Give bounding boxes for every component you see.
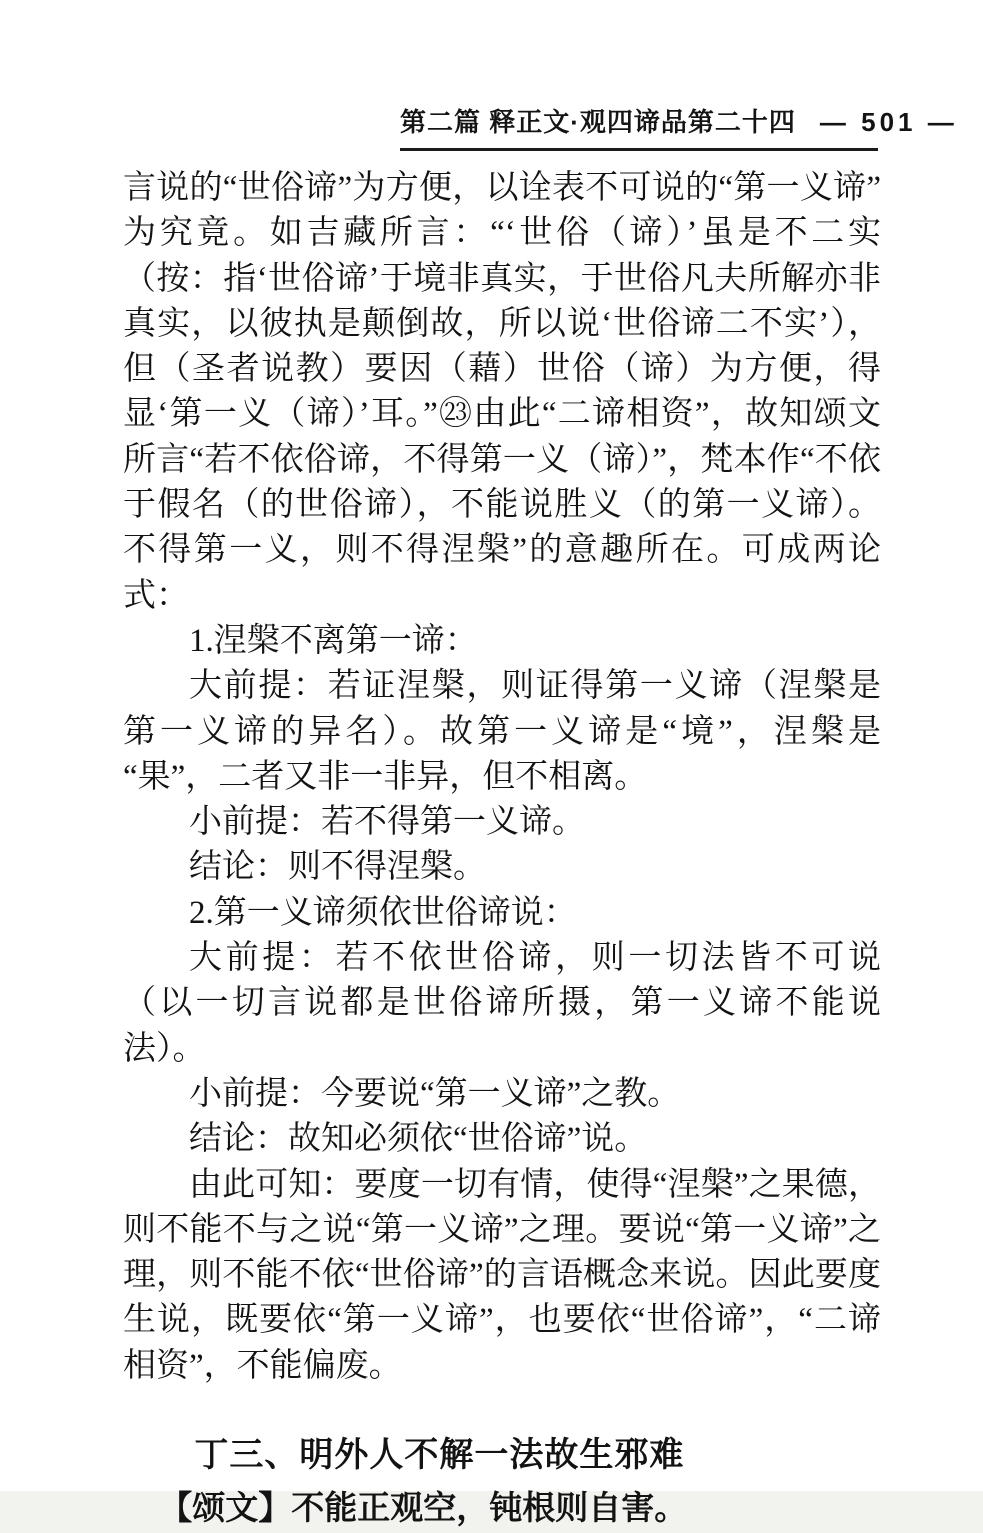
paragraph: 言说的“世俗谛”为方便，以诠表不可说的“第一义谛”为究竟。如吉藏所言：“‘世俗（谛）’虽是不二实（按：指‘世俗谛’于境非真实，于世俗凡夫所解亦非真实，以彼执是颠倒故，所以说‘世俗谛二不实’），但（圣者说教）要因（藉）世俗（谛）为方便，得显‘第一义（谛）’耳。”㉓由此“二谛相资”，故知颂文所言“若不依俗谛，不得第一义（谛）”，梵本作“不依于假名（的世俗谛），不能说胜义（的第一义谛）。不得第一义，则不得涅槃”的意趣所在。可成两论式： <box>123 170 881 614</box>
paragraph: 小前提：今要说“第一义谛”之教。 <box>189 1075 681 1112</box>
running-header <box>400 102 958 151</box>
paragraph-list <box>123 166 881 1389</box>
running-title: 第二篇 释正文·观四谛品第二十四 <box>400 107 796 137</box>
paragraph: 由此可知：要度一切有情，使得“涅槃”之果德，则不能不与之说“第一义谛”之理。要说“第一义谛”之理，则不能不依“世俗谛”的言语概念来说。因此要度生说，既要依“第一义谛”，也要依“世俗谛”，“二谛相资”，不能偏废。 <box>123 1166 881 1384</box>
verse-line: 【颂文】不能正观空，钝根则自害。 <box>159 1489 688 1527</box>
page-number: — 501 — <box>819 107 958 137</box>
paragraph: 1.涅槃不离第一谛： <box>189 622 478 659</box>
paragraph: 结论：则不得涅槃。 <box>189 849 486 886</box>
paragraph: 2.第一义谛须依世俗谛说： <box>189 894 577 931</box>
paragraph: 大前提：若不依世俗谛，则一切法皆不可说（以一切言说都是世俗谛所摄，第一义谛不能说法）。 <box>123 940 881 1067</box>
section-heading: 丁三、明外人不解一法故生邪难 <box>194 1436 685 1475</box>
body-text <box>123 166 881 1533</box>
paragraph: 大前提：若证涅槃，则证得第一义谛（涅槃是第一义谛的异名）。故第一义谛是“境”，涅槃是“果”，二者又非一非异，但不相离。 <box>123 668 881 795</box>
paragraph: 小前提：若不得第一义谛。 <box>189 804 585 841</box>
paragraph: 结论：故知必须依“世俗谛”说。 <box>189 1121 648 1158</box>
